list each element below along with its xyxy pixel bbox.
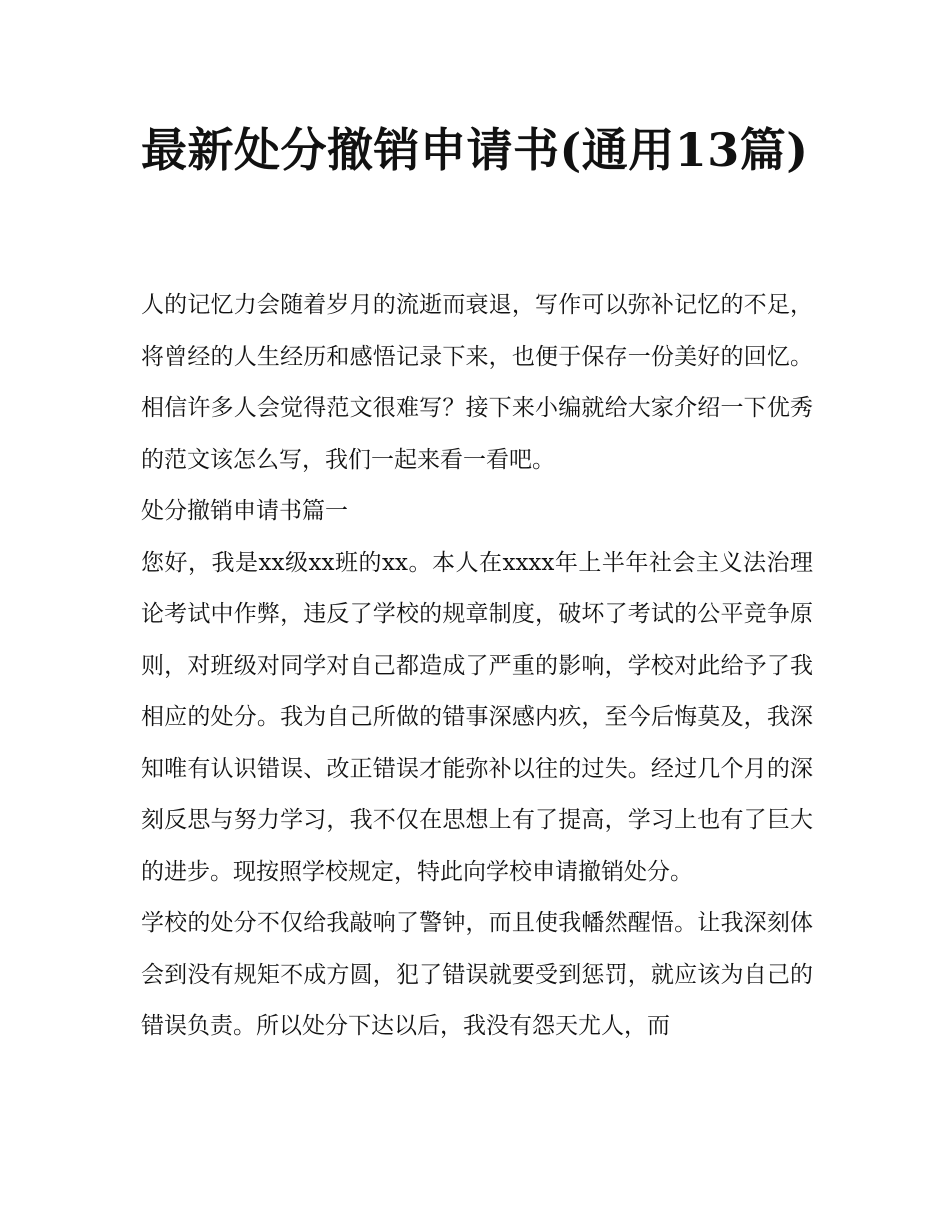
document-title: 最新处分撤销申请书(通用13篇): [141, 123, 809, 177]
intro-paragraph: 人的记忆力会随着岁月的流逝而衰退，写作可以弥补记忆的不足，将曾经的人生经历和感悟记录下来，也便于保存一份美好的回忆。相信许多人会觉得范文很难写？接下来小编就给大家介绍一下优秀的范文该怎么写，我们一起来看一看吧。: [141, 292, 813, 473]
body-paragraph: 学校的处分不仅给我敲响了警钟，而且使我幡然醒悟。让我深刻体会到没有规矩不成方圆，犯了错误就要受到惩罚，就应该为自己的错误负责。所以处分下达以后，我没有怨天尤人，而: [141, 910, 813, 1039]
section-heading: 处分撤销申请书篇一: [141, 498, 348, 524]
document-body: [141, 280, 813, 1053]
body-paragraph: 您好，我是xx级xx班的xx。本人在xxxx年上半年社会主义法治理论考试中作弊，违反了学校的规章制度，破坏了考试的公平竞争原则，对班级对同学对自己都造成了严重的影响，学校对此给予了我相应的处分。我为自己所做的错事深感内疚，至今后悔莫及，我深知唯有认识错误、改正错误才能弥补以往的过失。经过几个月的深刻反思与努力学习，我不仅在思想上有了提高，学习上也有了巨大的进步。现按照学校规定，特此向学校申请撤销处分。: [141, 549, 813, 885]
